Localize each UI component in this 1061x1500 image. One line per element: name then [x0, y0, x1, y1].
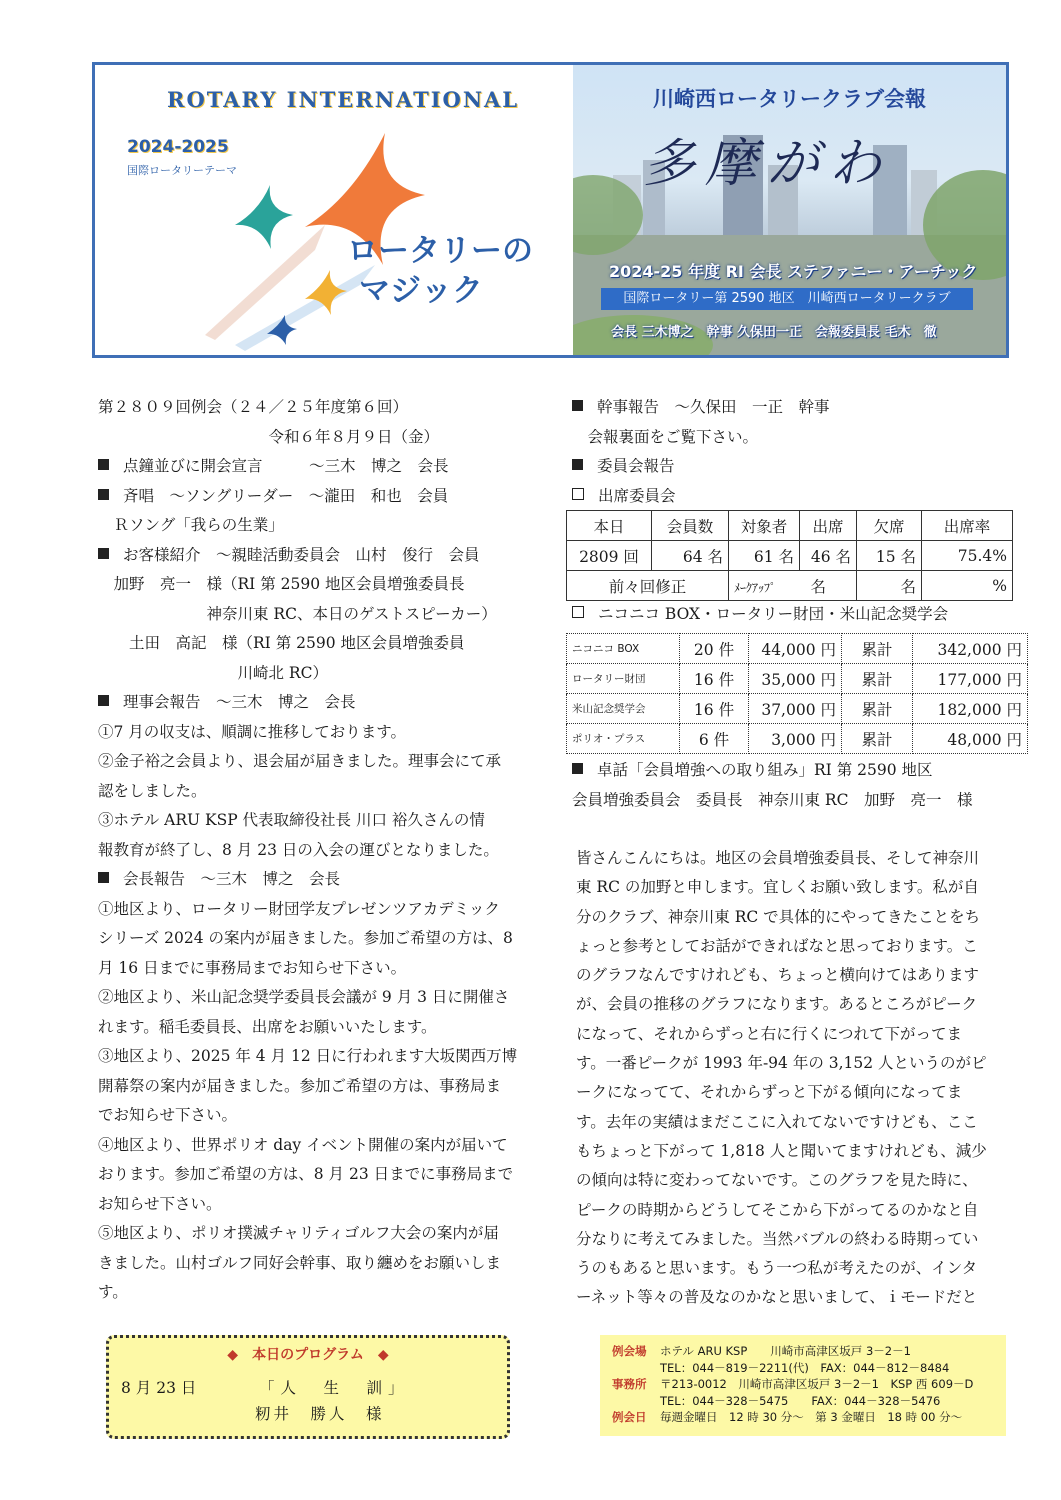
text-line: [98, 895, 546, 925]
subheading-line: [572, 482, 1022, 512]
club-photo-panel: [573, 65, 1006, 355]
unit-pct-cell: %: [922, 571, 1013, 601]
info-row: [612, 1393, 1006, 1410]
speech-line: のグラフなんですけれども、ちょっと横向けてはあります: [576, 966, 980, 985]
speech-line: す。一番ピークが 1993 年-94 年の 3,152 人というのがピ: [576, 1054, 987, 1073]
info-row: [612, 1409, 1006, 1426]
club-newsletter-title: 川崎西ロータリークラブ会報: [653, 87, 926, 111]
text-line: [98, 777, 546, 807]
ri-title: ROTARY INTERNATIONAL: [167, 87, 520, 112]
text-line: [98, 1042, 546, 1072]
table-cell: 2809 回: [567, 541, 652, 571]
speech-speaker: 会員増強委員会 委員長 神奈川東 RC 加野 亮一 様: [572, 790, 973, 809]
square-bullet-icon: [98, 872, 109, 883]
attendance-fix-row: [567, 571, 1013, 601]
ri-president-line: 2024-25 年度 RI 会長 ステファニー・アーチック: [609, 262, 978, 281]
table-cell: 累計: [842, 724, 913, 754]
line-text: ②金子裕之会員より、退会届が届きました。理事会にて承: [98, 752, 502, 770]
donation-box-table: [566, 633, 1028, 754]
unit-name: 名: [810, 577, 827, 596]
table-cell: 48,000 円: [913, 724, 1028, 754]
line-text: きました。山村ゴルフ同好会幹事、取り纏めをお願いしま: [98, 1253, 502, 1272]
makeup-cell: [729, 571, 857, 601]
line-text: ①地区より、ロータリー財団学友プレゼンツアカデミック: [98, 899, 500, 918]
line-text: れます。稲毛委員長、出席をお願いいたします。: [98, 1017, 437, 1036]
line-text: ⑤地区より、ポリオ撲滅チャリティゴルフ大会の案内が届: [98, 1224, 499, 1242]
text-line: [98, 1190, 546, 1220]
heading-line: [98, 452, 546, 482]
square-bullet-icon: [98, 459, 109, 470]
heading-line: [98, 688, 546, 718]
line-text: Ｒソング「我らの生業」: [98, 516, 284, 534]
attendance-header-row: [567, 511, 1013, 541]
table-cell: 20 件: [680, 634, 749, 664]
text-line: [98, 1131, 546, 1161]
theme-years: 2024-2025: [127, 137, 229, 157]
table-cell: 182,000 円: [913, 694, 1028, 724]
line-text: 認をしました。: [98, 781, 207, 800]
text-line: [98, 1249, 546, 1279]
square-bullet-icon: [98, 695, 109, 706]
text-line: [98, 570, 546, 600]
line-text: 斉唱 ～ソングリーダー ～瀧田 和也 会員: [123, 486, 449, 505]
speech-line: が、会員の推移のグラフになります。あるところがピーク: [576, 995, 978, 1014]
text-line: [98, 393, 546, 423]
text-line: [98, 600, 546, 630]
checkbox-square-icon: [572, 606, 584, 618]
table-row: [567, 724, 1028, 754]
table-cell: 16 件: [680, 694, 749, 724]
info-text: 〒213-0012 川崎市高津区坂戸 3－2－1 KSP 西 609－D: [660, 1377, 974, 1392]
speech-line: 分のクラブ、神奈川東 RC で具体的にやってきたことをち: [576, 907, 981, 926]
line-text: 委員会報告: [597, 457, 675, 475]
masthead-banner: [92, 62, 1009, 358]
heading-line: [572, 393, 1022, 423]
text-line: [98, 718, 546, 748]
speech-line: うのもあると思います。もう一つ私が考えたのが、インタ: [576, 1259, 978, 1278]
makeup-label: ﾒｰｸｱｯﾌﾟ: [734, 580, 777, 595]
table-cell: 61 名: [729, 541, 800, 571]
table-cell: 16 件: [680, 664, 749, 694]
table-header: 会員数: [652, 511, 729, 541]
line-text: シリーズ 2024 の案内が届きました。参加ご希望の方は、8: [98, 929, 513, 947]
line-text: 土田 高記 様（RI 第 2590 地区会員増強委員: [98, 634, 465, 652]
square-bullet-icon: [572, 400, 583, 411]
line-text: でお知らせ下さい。: [98, 1106, 238, 1124]
todays-program-box: [106, 1335, 510, 1439]
line-text: 報教育が終了し、8 月 23 日の入会の運びとなりました。: [98, 840, 499, 859]
line-text: お客様紹介 ～親睦活動委員会 山村 俊行 会員: [123, 545, 480, 564]
text-line: [98, 1219, 546, 1249]
speech-line: ょっと参考としてお話ができればなと思っております。こ: [576, 936, 978, 955]
table-row: [567, 664, 1028, 694]
info-key: 事務所: [612, 1377, 647, 1392]
box-heading-text: ニコニコ BOX・ロータリー財団・米山記念奨学会: [598, 605, 949, 623]
ri-theme-panel: [95, 65, 573, 355]
line-text: 幹事報告 ～久保田 一正 幹事: [597, 398, 830, 416]
square-bullet-icon: [572, 763, 583, 774]
program-title: ◆ 本日のプログラム ◆: [227, 1347, 389, 1363]
line-text: 令和６年８月９日（金）: [98, 427, 440, 446]
line-text: ④地区より、世界ポリオ day イベント開催の案内が届いて: [98, 1135, 508, 1154]
speech-line: の傾向は特に変わってないです。このグラフを見た時に、: [576, 1171, 978, 1190]
info-row: [612, 1360, 1006, 1377]
text-line: [98, 1278, 546, 1308]
info-text: TEL：044－328－5475 FAX：044－328－5476: [660, 1393, 941, 1408]
line-text: す。: [98, 1283, 128, 1301]
text-line: [98, 954, 546, 984]
text-line: [98, 836, 546, 866]
meeting-report-column: [98, 393, 546, 1308]
text-line: [572, 423, 1022, 453]
info-row: [612, 1343, 1006, 1360]
text-line: [98, 983, 546, 1013]
square-bullet-icon: [572, 459, 583, 470]
heading-line: [572, 452, 1022, 482]
speech-header: [572, 756, 972, 815]
table-cell: 累計: [842, 694, 913, 724]
speech-text: [576, 844, 1018, 1313]
table-cell: ポリオ・プラス: [567, 724, 680, 754]
info-key: 例会日: [612, 1410, 647, 1425]
table-cell: 6 件: [680, 724, 749, 754]
table-cell: 35,000 円: [749, 664, 842, 694]
text-line: [98, 924, 546, 954]
line-text: 月 16 日までに事務局までお知らせ下さい。: [98, 958, 407, 977]
table-cell: 46 名: [800, 541, 857, 571]
text-line: [98, 659, 546, 689]
box-heading: [572, 600, 948, 629]
program-speaker: 籾井 勝人 様: [255, 1405, 385, 1423]
table-row: [567, 634, 1028, 664]
info-text: TEL：044－819－2211(代) FAX：044－812－8484: [660, 1360, 950, 1375]
speech-line: 分なりに考えてみました。当然バブルの終わる時期ってい: [576, 1229, 979, 1248]
table-cell: 342,000 円: [913, 634, 1028, 664]
line-text: 加野 亮一 様（RI 第 2590 地区会員増強委員長: [98, 575, 465, 593]
line-text: おります。参加ご希望の方は、8 月 23 日までに事務局まで: [98, 1165, 514, 1183]
table-cell: 累計: [842, 664, 913, 694]
speech-line: ピークの時期からどうしてそこから下がってるのかなと自: [576, 1200, 979, 1219]
line-text: お知らせ下さい。: [98, 1194, 222, 1213]
table-cell: 15 名: [857, 541, 922, 571]
text-line: [98, 629, 546, 659]
line-text: ②地区より、米山記念奨学委員長会議が 9 月 3 日に開催さ: [98, 988, 510, 1006]
club-info-box: [600, 1335, 1006, 1436]
table-cell: 75.4%: [922, 541, 1013, 571]
text-line: [98, 1072, 546, 1102]
text-line: [98, 806, 546, 836]
text-line: [98, 511, 546, 541]
attendance-table: [566, 510, 1013, 601]
line-text: 会長報告 ～三木 博之 会長: [123, 870, 341, 888]
line-text: 川崎北 RC）: [98, 663, 328, 682]
table-header: 対象者: [729, 511, 800, 541]
heading-line: [98, 482, 546, 512]
line-text: 理事会報告 ～三木 博之 会長: [123, 693, 356, 711]
table-row: [567, 694, 1028, 724]
district-bar: 国際ロータリー第 2590 地区 川崎西ロータリークラブ: [601, 288, 973, 310]
attendance-data-row: [567, 541, 1013, 571]
table-cell: 累計: [842, 634, 913, 664]
speech-line: ークになってて、それからずっと下がる傾向になってま: [576, 1083, 963, 1102]
table-header: 出席: [800, 511, 857, 541]
speech-line: もちょっと下がって 1,818 人と聞いてますけれども、減少: [576, 1141, 987, 1160]
info-key: 例会場: [612, 1344, 647, 1358]
line-text: 第２８０９回例会（２４／２５年度第６回）: [98, 398, 409, 416]
program-date: 8 月 23 日: [121, 1379, 197, 1397]
table-cell: 3,000 円: [749, 724, 842, 754]
square-bullet-icon: [98, 489, 109, 500]
speech-line: 東 RC の加野と申します。宜しくお願い致します。私が自: [576, 878, 979, 897]
checkbox-square-icon: [572, 488, 584, 500]
theme-line-2: マジック: [359, 273, 483, 309]
table-header: 出席率: [922, 511, 1013, 541]
table-cell: 177,000 円: [913, 664, 1028, 694]
table-header: 本日: [567, 511, 652, 541]
theme-label: 国際ロータリーテーマ: [127, 164, 237, 177]
speech-line: になって、それからずっと右に行くにつれて下がってま: [576, 1024, 962, 1043]
club-officers: 会長 三木博之 幹事 久保田一正 会報委員長 毛木 徹: [611, 325, 937, 340]
line-text: ③ホテル ARU KSP 代表取締役社長 川口 裕久さんの情: [98, 811, 485, 829]
line-text: ③地区より、2025 年 4 月 12 日に行われます大坂関西万博: [98, 1047, 518, 1065]
table-cell: ニコニコ BOX: [567, 634, 680, 664]
speech-line: ーネット等々の普及なのかなと思いまして、ｉモードだと: [576, 1288, 978, 1307]
table-cell: 64 名: [652, 541, 729, 571]
table-cell: ロータリー財団: [567, 664, 680, 694]
text-line: [98, 423, 546, 453]
speech-line: 皆さんこんにちは。地区の会員増強委員長、そして神奈川: [576, 849, 980, 867]
text-line: [98, 747, 546, 777]
speech-line: す。去年の実績はまだここに入れてないですけども、ここ: [576, 1112, 978, 1131]
line-text: 開幕祭の案内が届きました。参加ご希望の方は、事務局ま: [98, 1076, 502, 1095]
table-cell: 44,000 円: [749, 634, 842, 664]
heading-line: [98, 865, 546, 895]
square-bullet-icon: [98, 548, 109, 559]
text-line: [98, 1013, 546, 1043]
text-line: [98, 1160, 546, 1190]
info-text: ホテル ARU KSP 川崎市高津区坂戸 3－2－1: [660, 1344, 911, 1358]
line-text: 神奈川東 RC、本日のゲストスピーカー）: [98, 604, 497, 623]
speech-heading: 卓話「会員増強への取り組み」RI 第 2590 地区: [597, 761, 933, 779]
fix-label: 前々回修正: [567, 571, 729, 601]
program-topic: 「人 生 訓」: [259, 1379, 410, 1397]
line-text: ①7 月の収支は、順調に推移しております。: [98, 722, 407, 741]
newsletter-calligraphy-title: 多摩がわ: [643, 134, 892, 194]
teal-star-icon: [235, 185, 293, 249]
table-header: 欠席: [857, 511, 922, 541]
line-text: 点鐘並びに開会宣言 ～三木 博之 会長: [123, 457, 449, 475]
unit-name-cell: 名: [857, 571, 922, 601]
heading-line: [98, 541, 546, 571]
info-text: 毎週金曜日 12 時 30 分～ 第 3 金曜日 18 時 00 分～: [660, 1410, 963, 1425]
theme-line-1: ロータリーの: [347, 233, 533, 269]
info-row: [612, 1376, 1006, 1393]
right-column-top: [572, 393, 1022, 511]
line-text: 出席委員会: [598, 486, 676, 505]
table-cell: 37,000 円: [749, 694, 842, 724]
table-cell: 米山記念奨学会: [567, 694, 680, 724]
theme-title: [347, 231, 533, 311]
line-text: 会報裏面をご覧下さい。: [572, 427, 759, 446]
text-line: [98, 1101, 546, 1131]
